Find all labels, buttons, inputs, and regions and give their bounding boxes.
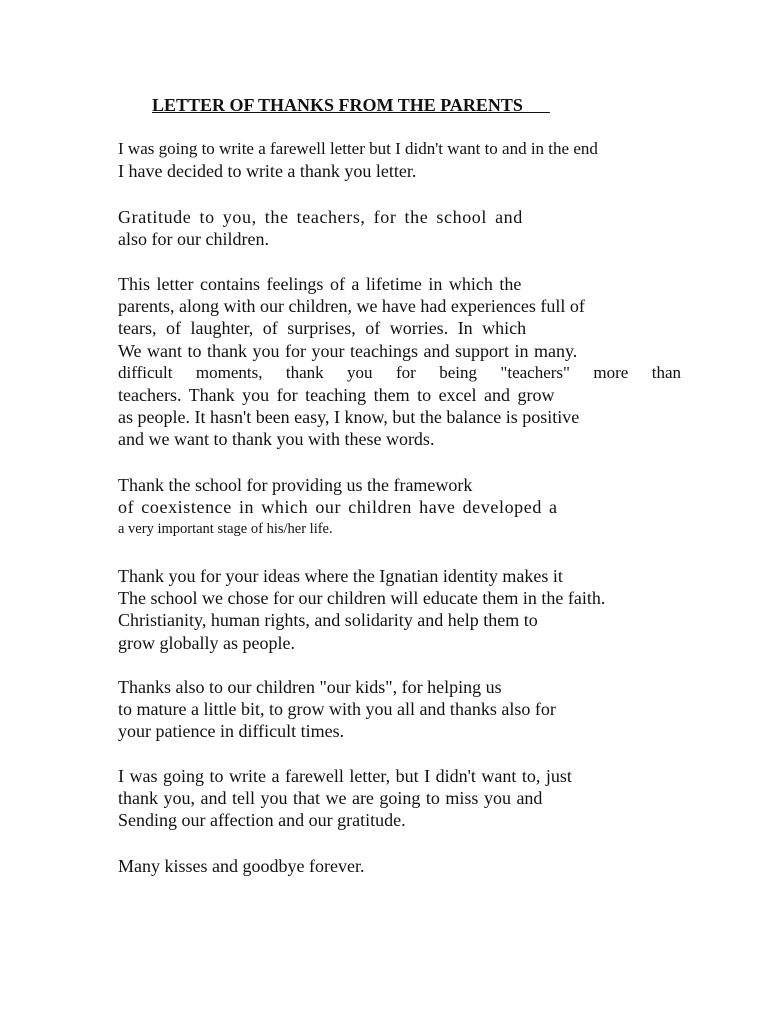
paragraph-line: Thanks also to our children "our kids", for helping us (118, 677, 502, 697)
paragraph-line: a very important stage of his/her life. (118, 521, 333, 538)
paragraph-line: I have decided to write a thank you letter. (118, 161, 417, 182)
paragraph-3 (118, 273, 681, 451)
paragraph-line: and we want to thank you with these words. (118, 429, 435, 450)
paragraph-2 (118, 206, 681, 250)
paragraph-line: also for our children. (118, 229, 269, 250)
paragraph-line: Christianity, human rights, and solidarity and help them to (118, 610, 538, 631)
paragraph-line: I was going to write a farewell letter but I didn't want to and in the end (118, 139, 598, 158)
paragraph-line: as people. It hasn't been easy, I know, but the balance is positive (118, 407, 580, 428)
paragraph-line: tears, of laughter, of surprises, of worries. In which (118, 318, 527, 339)
paragraph-1 (118, 138, 681, 182)
paragraph-line: Thank you for your ideas where the Ignatian identity makes it (118, 566, 563, 586)
paragraph-8 (118, 855, 681, 877)
paragraph-line: Sending our affection and our gratitude. (118, 810, 406, 831)
paragraph-line: grow globally as people. (118, 632, 295, 653)
paragraph-line: I was going to write a farewell letter, but I didn't want to, just (118, 766, 572, 786)
paragraph-line: The school we chose for our children will educate them in the faith. (118, 588, 606, 609)
paragraph-line: your patience in difficult times. (118, 721, 345, 742)
paragraph-line: thank you, and tell you that we are going to miss you and (118, 788, 543, 809)
paragraph-line: Thank the school for providing us the framework (118, 475, 473, 495)
paragraph-5 (118, 565, 681, 654)
paragraph-line: parents, along with our children, we have had experiences full of (118, 296, 585, 317)
paragraph-line: Many kisses and goodbye forever. (118, 856, 365, 876)
paragraph-line: This letter contains feelings of a lifetime in which the (118, 274, 522, 294)
paragraph-7 (118, 765, 681, 832)
paragraph-line: teachers. Thank you for teaching them to excel and grow (118, 384, 555, 405)
paragraph-6 (118, 676, 681, 743)
paragraph-line: We want to thank you for your teachings and support in many. (118, 340, 578, 361)
paragraph-line: difficult moments, thank you for being "teachers" more than (118, 362, 681, 382)
paragraph-line: Gratitude to you, the teachers, for the school and (118, 207, 523, 227)
paragraph-4 (118, 474, 681, 541)
paragraph-line: to mature a little bit, to grow with you all and thanks also for (118, 699, 556, 720)
paragraph-line: of coexistence in which our children have developed a (118, 497, 558, 518)
letter-title: LETTER OF THANKS FROM THE PARENTS (152, 95, 550, 115)
